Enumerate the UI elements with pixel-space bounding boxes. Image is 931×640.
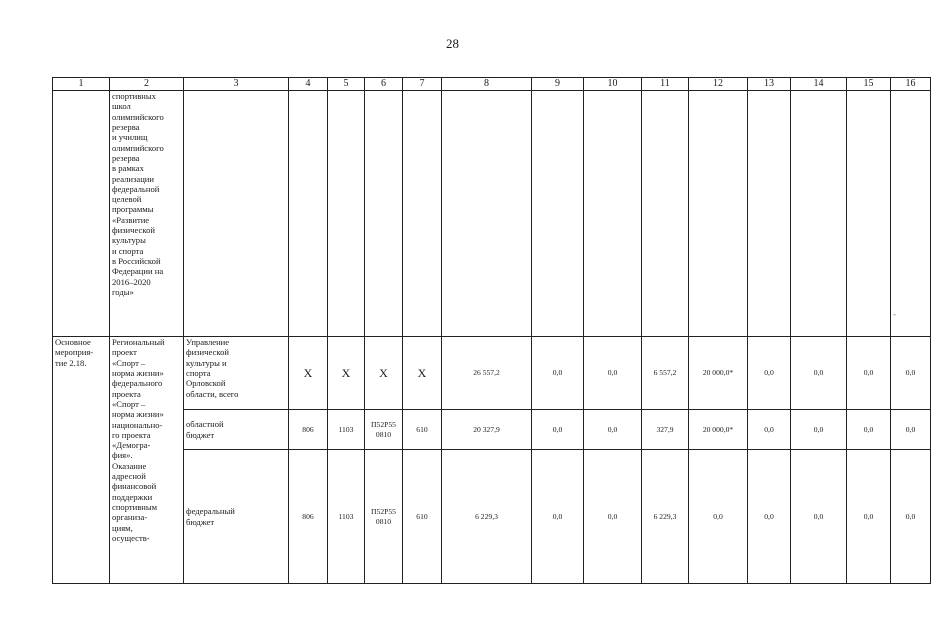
table-row: [53, 410, 931, 450]
cell-rzpr: 1103: [328, 410, 365, 450]
cell-empty: [689, 91, 748, 337]
cell-value: 0,0: [748, 450, 791, 584]
cell-empty: [748, 91, 791, 337]
cell-value: 20 327,9: [442, 410, 532, 450]
cell-empty: [891, 91, 931, 337]
col-number-14: 14: [791, 78, 847, 91]
cell-csr: П52Р55 0810: [365, 450, 403, 584]
cell-grbs: X: [289, 337, 328, 410]
cell-value: 0,0: [847, 450, 891, 584]
col-number-4: 4: [289, 78, 328, 91]
cell-value: 0,0: [891, 410, 931, 450]
cell-empty: [289, 91, 328, 337]
col-number-6: 6: [365, 78, 403, 91]
cell-value: 6 557,2: [642, 337, 689, 410]
column-number-row: [53, 78, 931, 91]
cell-value: 0,0: [791, 410, 847, 450]
cell-value: 0,0: [532, 410, 584, 450]
budget-table: [52, 77, 931, 584]
cell-empty: [584, 91, 642, 337]
cell-value: 0,0: [791, 450, 847, 584]
event-name: Региональный проект «Спорт – норма жизни» федерального проекта «Спорт – норма жизни» национально- го проекта «Демогра- фия». Оказание адресной финансовой поддержки спортивным организа- циям, осуществ-: [110, 337, 184, 584]
table-row: [53, 337, 931, 410]
col-number-7: 7: [403, 78, 442, 91]
cell-value: 0,0: [791, 337, 847, 410]
cell-rzpr: X: [328, 337, 365, 410]
executor-cell: областной бюджет: [184, 410, 289, 450]
cell-csr: X: [365, 337, 403, 410]
cell-empty: [403, 91, 442, 337]
event-code: Основное мероприя- тие 2.18.: [53, 337, 110, 584]
cell-value: 0,0: [532, 450, 584, 584]
col-number-10: 10: [584, 78, 642, 91]
cell-empty: [442, 91, 532, 337]
cell-empty: [791, 91, 847, 337]
cell-grbs: 806: [289, 450, 328, 584]
col-number-12: 12: [689, 78, 748, 91]
cell-value: 0,0: [689, 450, 748, 584]
cell-value: 26 557,2: [442, 337, 532, 410]
cell-value: 6 229,3: [442, 450, 532, 584]
executor-cell: федеральный бюджет: [184, 450, 289, 584]
page-number: 28: [446, 36, 459, 51]
cell-csr: П52Р55 0810: [365, 410, 403, 450]
cell-empty: [847, 91, 891, 337]
cell-vr: 610: [403, 410, 442, 450]
col-number-9: 9: [532, 78, 584, 91]
cell-empty: [328, 91, 365, 337]
cell-value: 20 000,0*: [689, 410, 748, 450]
col-number-3: 3: [184, 78, 289, 91]
cell-value: 0,0: [891, 337, 931, 410]
cell-value: 0,0: [584, 450, 642, 584]
margin-mark: -: [893, 309, 896, 319]
cell-value: 20 000,0*: [689, 337, 748, 410]
cell-value: 0,0: [847, 337, 891, 410]
cell-value: 0,0: [532, 337, 584, 410]
continued-event-name: спортивных школ олимпийского резерва и училищ олимпийского резерва в рамках реализации федеральной целевой программы «Развитие физической культуры и спорта в Российской Федерации на 2016–2020 годы»: [110, 91, 184, 337]
cell-rzpr: 1103: [328, 450, 365, 584]
cell-empty: [365, 91, 403, 337]
cell-value: 0,0: [891, 450, 931, 584]
col-number-13: 13: [748, 78, 791, 91]
executor-cell: Управление физической культуры и спорта Орловской области, всего: [184, 337, 289, 410]
col-number-16: 16: [891, 78, 931, 91]
table-row: [53, 450, 931, 584]
cell-value: 327,9: [642, 410, 689, 450]
col-number-1: 1: [53, 78, 110, 91]
cell-empty: [184, 91, 289, 337]
cell-vr: X: [403, 337, 442, 410]
col-number-8: 8: [442, 78, 532, 91]
cell-grbs: 806: [289, 410, 328, 450]
cell-empty: [532, 91, 584, 337]
cell-vr: 610: [403, 450, 442, 584]
cell-empty: [642, 91, 689, 337]
cell-value: 0,0: [748, 410, 791, 450]
col-number-15: 15: [847, 78, 891, 91]
col-number-11: 11: [642, 78, 689, 91]
cell-value: 0,0: [847, 410, 891, 450]
cell-empty: [53, 91, 110, 337]
continuation-row: [53, 91, 931, 337]
col-number-2: 2: [110, 78, 184, 91]
cell-value: 0,0: [748, 337, 791, 410]
col-number-5: 5: [328, 78, 365, 91]
cell-value: 0,0: [584, 410, 642, 450]
cell-value: 0,0: [584, 337, 642, 410]
cell-value: 6 229,3: [642, 450, 689, 584]
